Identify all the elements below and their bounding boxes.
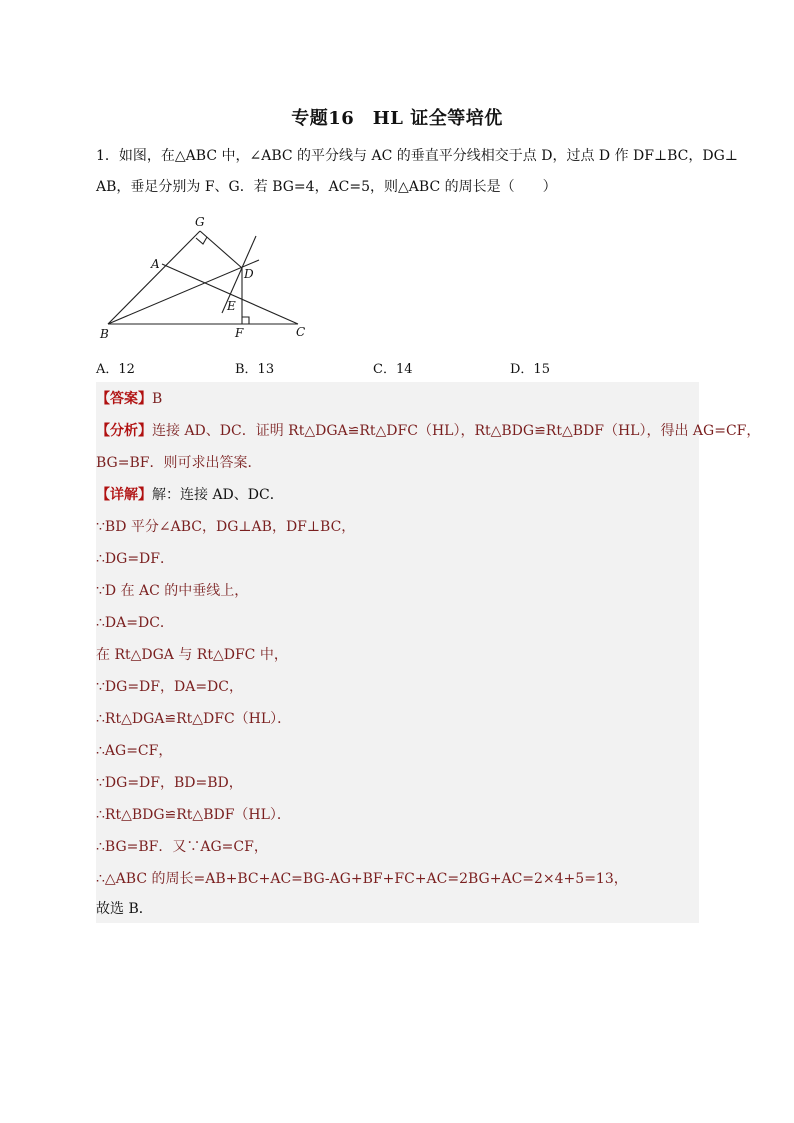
label-f: F: [235, 326, 244, 340]
detail-line: ∵BD 平分∠ABC，DG⊥AB，DF⊥BC，: [96, 519, 356, 535]
detail-line: ∵DG=DF，BD=BD，: [96, 775, 243, 791]
detail-line: ∴Rt△BDG≌Rt△BDF（HL）．: [96, 807, 291, 823]
detail-row-first: [96, 486, 284, 504]
detail-line: ∵D 在 AC 的中垂线上，: [96, 583, 249, 599]
detail-line: 在 Rt△DGA 与 Rt△DFC 中，: [96, 647, 288, 663]
label-g: G: [195, 215, 205, 229]
detail-line: ∵DG=DF，DA=DC，: [96, 679, 243, 695]
detail-line: ∴DG=DF．: [96, 551, 174, 567]
detail-line: ∴Rt△DGA≌Rt△DFC（HL）．: [96, 711, 292, 727]
segment-gd: [200, 231, 242, 268]
label-c: C: [296, 325, 306, 339]
answer-tag: 【答案】: [96, 391, 152, 407]
right-angle-mark-g: [196, 237, 207, 244]
analysis-text-1: 连接 AD、DC．证明 Rt△DGA≌Rt△DFC（HL），Rt△BDG≌Rt△BDF（HL），得出 AG=CF，: [152, 423, 761, 439]
option-d: D．15: [510, 362, 550, 377]
detail-line: ∴BG=BF．又∵AG=CF，: [96, 839, 268, 855]
answer-options: [96, 358, 616, 378]
solution-panel: [96, 382, 761, 923]
option-a: A．12: [96, 362, 135, 377]
answer-row: [96, 390, 162, 408]
label-d: D: [244, 267, 254, 281]
analysis-row-1: [96, 422, 760, 440]
segment-bg: [108, 231, 200, 324]
analysis-text-2: BG=BF．则可求出答案．: [96, 455, 262, 471]
option-c: C．14: [373, 362, 413, 377]
geometry-figure: [96, 210, 316, 345]
label-e: E: [227, 299, 236, 313]
page-title: 专题16 HL 证全等培优: [291, 108, 503, 129]
label-a: A: [151, 257, 160, 271]
detail-tag: 【详解】: [96, 487, 152, 503]
detail-line: ∴AG=CF，: [96, 743, 173, 759]
analysis-tag: 【分析】: [96, 423, 152, 439]
answer-value: B: [152, 391, 163, 407]
detail-line: ∴△ABC 的周长=AB+BC+AC=BG-AG+BF+FC+AC=2BG+AC=2×4+5=13，: [96, 871, 628, 887]
question-text-line-1: 1．如图，在△ABC 中，∠ABC 的平分线与 AC 的垂直平分线相交于点 D，过点 D 作 DF⊥BC，DG⊥: [96, 148, 738, 164]
question-text-line-2: AB，垂足分别为 F、G．若 BG=4，AC=5，则△ABC 的周长是（ ）: [96, 179, 557, 195]
detail-first-text: 解：连接 AD、DC．: [152, 487, 284, 503]
bisector-bd: [108, 260, 259, 324]
detail-line-final: 故选 B．: [96, 901, 153, 917]
detail-line: ∴DA=DC．: [96, 615, 174, 631]
option-b: B．13: [235, 362, 275, 377]
label-b: B: [100, 327, 109, 341]
right-angle-mark-f: [242, 317, 249, 324]
